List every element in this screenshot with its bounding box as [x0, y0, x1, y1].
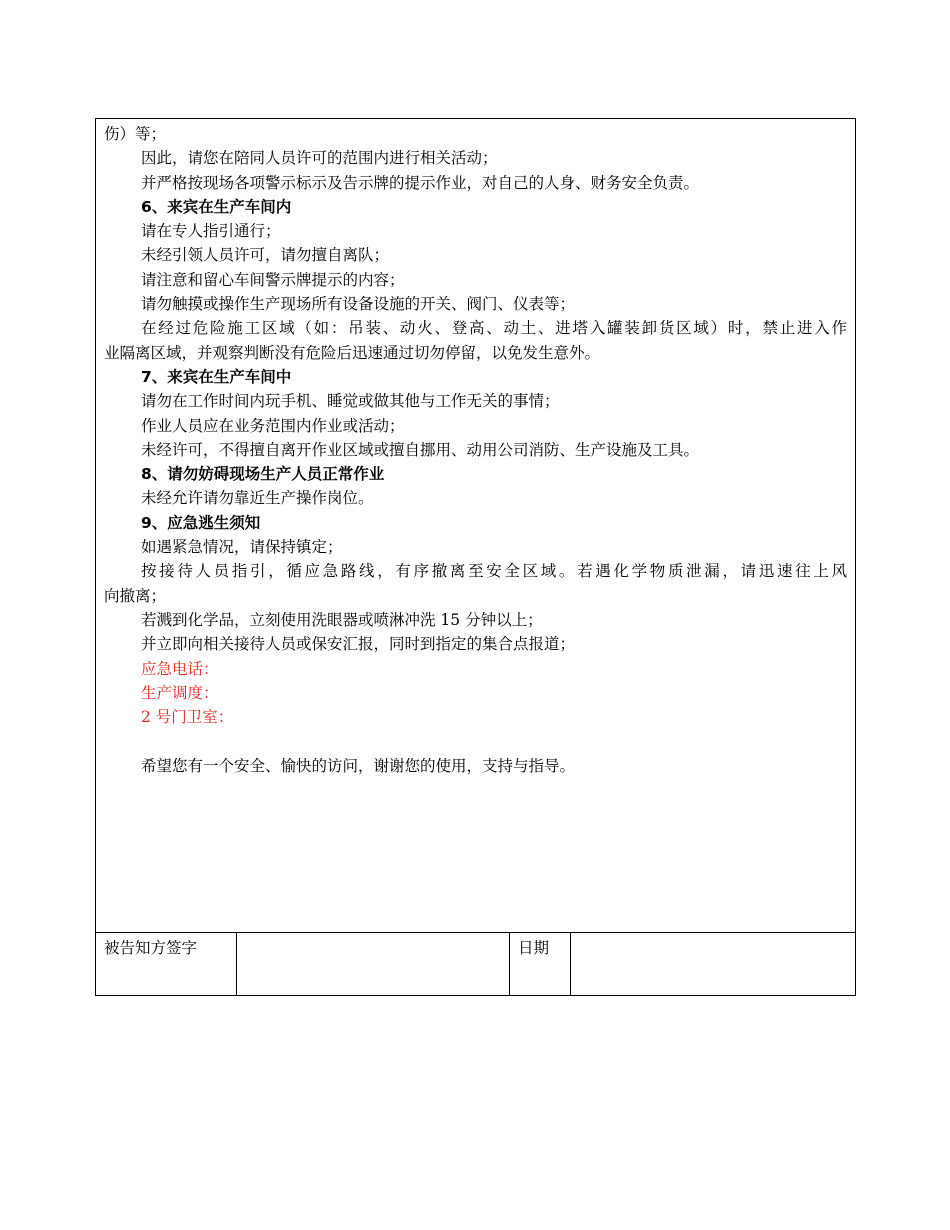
signer-signature-field[interactable]	[237, 933, 510, 995]
section-heading-7: 7、来宾在生产车间中	[141, 367, 292, 386]
text-line: 在经过危险施工区域（如：吊装、动火、登高、动土、进塔入罐装卸货区域）时，禁止进入作	[141, 319, 847, 338]
text-line: 未经允许请勿靠近生产操作岗位。	[141, 489, 374, 508]
text-line: 未经引领人员许可，请勿擅自离队；	[141, 246, 390, 265]
text-line: 请在专人指引通行；	[141, 222, 281, 241]
text-line: 因此，请您在陪同人员许可的范围内进行相关活动；	[141, 149, 498, 168]
text-line: 按接待人员指引，循应急路线，有序撤离至安全区域。若遇化学物质泄漏，请迅速往上风	[141, 562, 847, 581]
text-line: 未经许可，不得擅自离开作业区域或擅自挪用、动用公司消防、生产设施及工具。	[141, 440, 700, 459]
closing-text: 希望您有一个安全、愉快的访问，谢谢您的使用，支持与指导。	[141, 756, 576, 775]
date-field[interactable]	[571, 933, 855, 995]
signature-row	[96, 933, 855, 995]
signer-label: 被告知方签字	[96, 933, 237, 995]
text-line: 向撤离；	[104, 586, 167, 605]
text-line: 请勿在工作时间内玩手机、睡觉或做其他与工作无关的事情；	[141, 392, 560, 411]
production-dispatch-label: 生产调度：	[141, 683, 219, 702]
emergency-phone-label: 应急电话：	[141, 659, 219, 678]
notice-table	[95, 118, 856, 996]
text-line: 请勿触摸或操作生产现场所有设备设施的开关、阀门、仪表等；	[141, 295, 576, 314]
text-line: 伤）等；	[104, 125, 167, 143]
date-label: 日期	[510, 933, 571, 995]
text-line: 并立即向相关接待人员或保安汇报，同时到指定的集合点报道；	[141, 635, 576, 654]
section-heading-6: 6、来宾在生产车间内	[141, 197, 292, 216]
gate2-guard-room-label: 2 号门卫室：	[141, 708, 234, 727]
text-line: 如遇紧急情况，请保持镇定；	[141, 538, 343, 557]
section-heading-9: 9、应急逃生须知	[141, 513, 261, 532]
text-line: 作业人员应在业务范围内作业或活动；	[141, 416, 405, 435]
text-line: 请注意和留心车间警示牌提示的内容；	[141, 270, 405, 289]
section-heading-8: 8、请勿妨碍现场生产人员正常作业	[141, 465, 385, 484]
blank-line	[104, 729, 847, 753]
notice-content-cell	[96, 119, 855, 933]
text-line: 并严格按现场各项警示标示及告示牌的提示作业，对自己的人身、财务安全负责。	[141, 173, 700, 192]
text-line: 若溅到化学品，立刻使用洗眼器或喷淋冲洗 15 分钟以上；	[141, 610, 543, 629]
text-line: 业隔离区域，并观察判断没有危险后迅速通过切勿停留，以免发生意外。	[104, 343, 601, 362]
